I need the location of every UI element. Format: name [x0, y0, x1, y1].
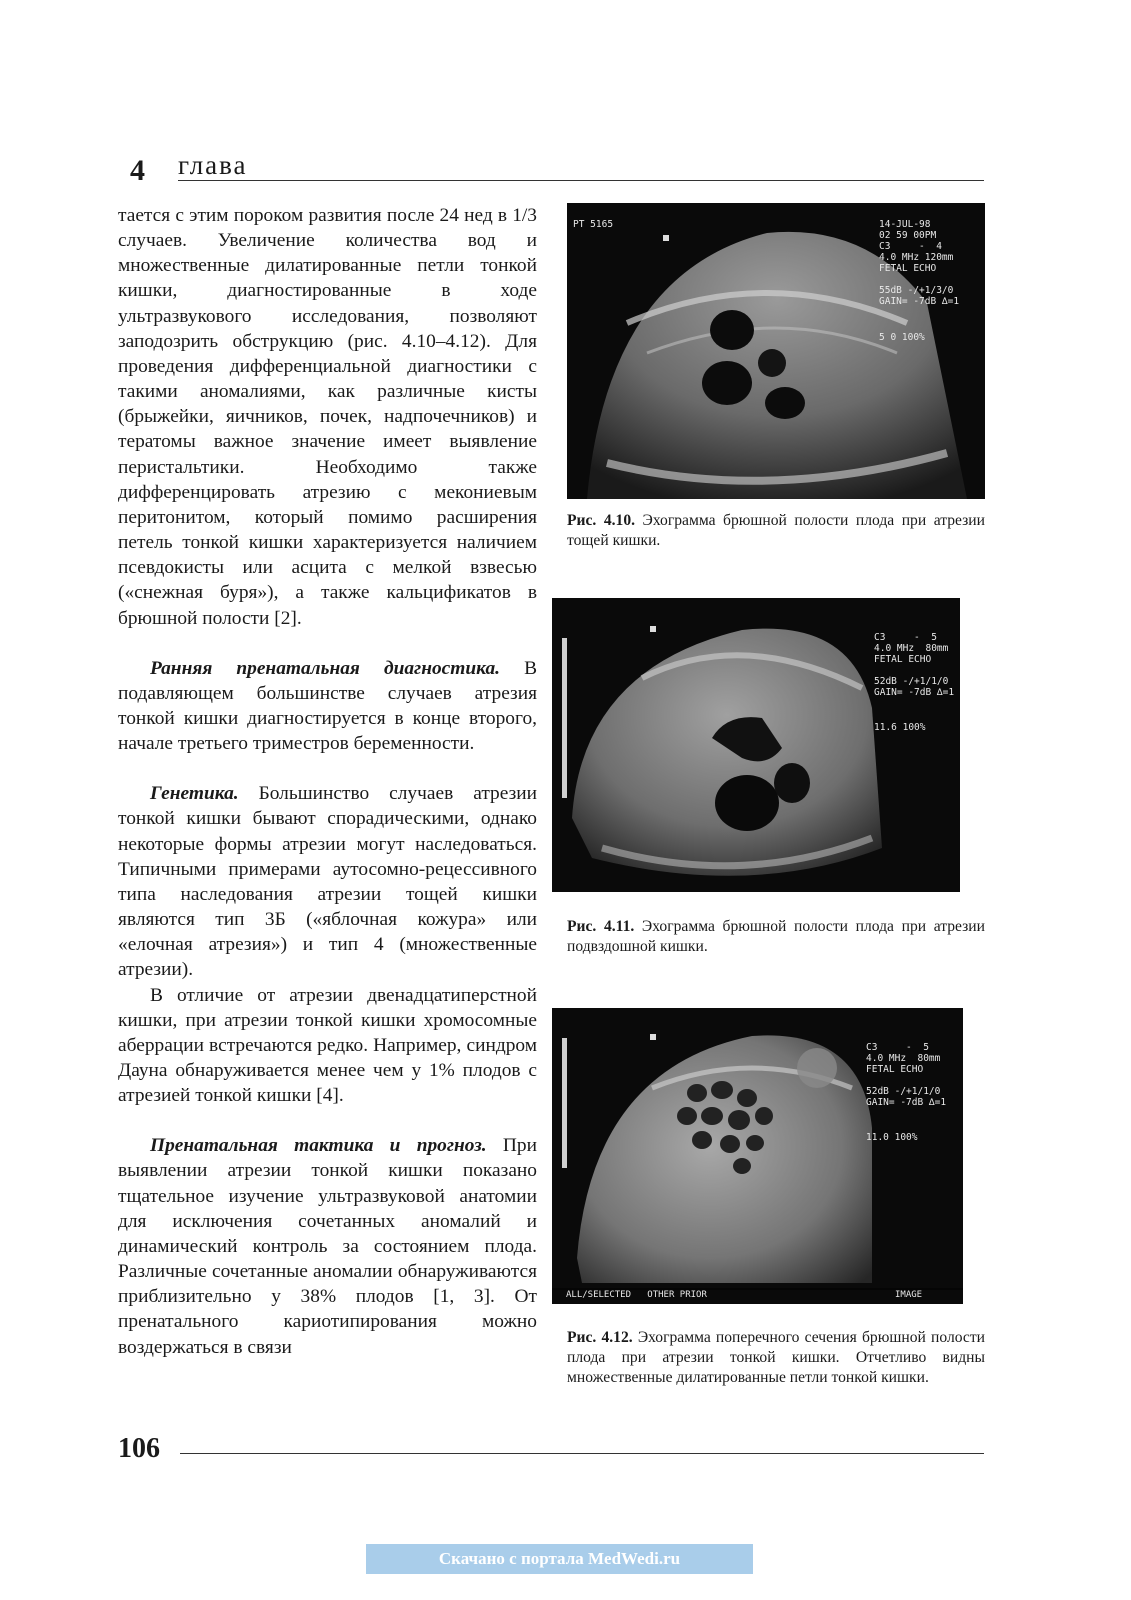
paragraph-text: Большинство случаев атрезии тонкой кишки бывают спорадическими, однако некоторые формы атрезии могут наследоваться. Типичными примерами аутосомно-рецессивного типа наследования атрезии тощей кишки являются тип 3Б («яблочная кожура» или «елочная атрезия») и тип 4 (множественные атрезии). [118, 783, 537, 981]
watermark-banner: Скачано с портала MedWedi.ru [366, 1544, 753, 1574]
overlay-scan-params: C3 - 5 4.0 MHz 80mm FETAL ECHO 52dB -/+1/1/0 GAIN= -7dB ∆=1 [866, 1042, 947, 1108]
figure-caption-text: Эхограмма брюшной полости плода при атрезии подвздошной кишки. [567, 918, 985, 955]
figure-caption-text: Эхограмма брюшной полости плода при атрезии тощей кишки. [567, 512, 985, 549]
overlay-bottom-image-label: IMAGE [895, 1290, 923, 1300]
section-lead-prognosis: Пренатальная тактика и прогноз. [150, 1135, 487, 1157]
figure-label: Рис. 4.11. [567, 918, 635, 935]
figure-label: Рис. 4.12. [567, 1329, 633, 1346]
overlay-scan-params: 14-JUL-98 02 59 00PM C3 - 4 4.0 MHz 120mm FETAL ECHO 55dB -/+1/3/0 GAIN= -7dB ∆=1 [879, 219, 960, 307]
chapter-word: глава [178, 150, 248, 180]
overlay-scan-params: C3 - 5 4.0 MHz 80mm FETAL ECHO 52dB -/+1/1/0 GAIN= -7dB ∆=1 [874, 632, 955, 698]
overlay-depth: 11.6 100% [874, 722, 926, 733]
ultrasound-image-4-12 [552, 1008, 963, 1304]
page-number: 106 [118, 1433, 160, 1464]
section-lead-early-diagnosis: Ранняя пренатальная диагностика. [150, 657, 501, 679]
overlay-bottom-menu: ALL/SELECTED OTHER PRIOR [566, 1290, 707, 1300]
footer-rule [180, 1453, 984, 1454]
paragraph-text: При выявлении атрезии тонкой кишки показано тщательное изучение ультразвуковой анатомии для исключения сочетанных аномалий и динамический контроль за состоянием плода. Различные сочетанные аномалии обнаруживаются приблизительно у 38% плодов [1, 3]. От пренатального кариотипирования можно воздержаться в связи [118, 1135, 537, 1358]
chapter-number: 4 [130, 154, 145, 187]
section-lead-genetics: Генетика. [150, 783, 239, 805]
page-footer [118, 1433, 984, 1473]
overlay-patient-id: PT 5165 [573, 219, 614, 230]
figure-caption-text: Эхограмма поперечного сечения брюшной полости плода при атрезии тонкой кишки. Отчетливо видны множественные дилатированные петли тонкой кишки. [567, 1329, 986, 1386]
chapter-header [130, 150, 984, 186]
paragraph-text: В подавляющем большинстве случаев атрезия тонкой кишки диагностируется в конце второго, начале третьего триместров беременности. [118, 657, 538, 755]
figure-caption-4-12 [567, 1328, 985, 1388]
ultrasound-image-4-10 [567, 203, 985, 499]
paragraph-chromosomal: В отличие от атрезии двенадцатиперстной кишки, при атрезии тонкой кишки хромосомные аберрации встречаются редко. Например, синдром Дауна обнаруживается менее чем у 1% плодов с атрезией тонкой кишки [4]. [118, 984, 537, 1107]
figure-caption-4-10 [567, 511, 985, 551]
figure-caption-4-11 [567, 917, 985, 957]
body-text-column [118, 203, 537, 1360]
figure-label: Рис. 4.10. [567, 512, 636, 529]
overlay-depth: 11.0 100% [866, 1132, 918, 1143]
overlay-depth: 5 0 100% [879, 332, 925, 343]
paragraph-early-diagnosis [118, 656, 537, 757]
paragraph-prognosis [118, 1133, 537, 1359]
paragraph-genetics [118, 781, 537, 982]
header-rule [178, 180, 984, 181]
paragraph-continuation: тается с этим пороком развития после 24 нед в 1/3 случаев. Увеличение количества вод и множественные дилатированные петли тонкой кишки, диагностированные в ходе ультразвукового исследования, позволяют заподозрить обструкцию (рис. 4.10–4.12). Для проведения дифференциальной диагностики с такими аномалиями, как различные кисты (брыжейки, яичников, почек, надпочечников) и тератомы важное значение имеет выявление перистальтики. Необходимо также дифференцировать атрезию с мекониевым перитонитом, который помимо расширения петель тонкой кишки характеризуется наличием псевдокисты или асцита с мелкой взвесью («снежная буря»), а также кальцификатов в брюшной полости [2]. [118, 205, 537, 629]
ultrasound-image-4-11 [552, 598, 960, 892]
